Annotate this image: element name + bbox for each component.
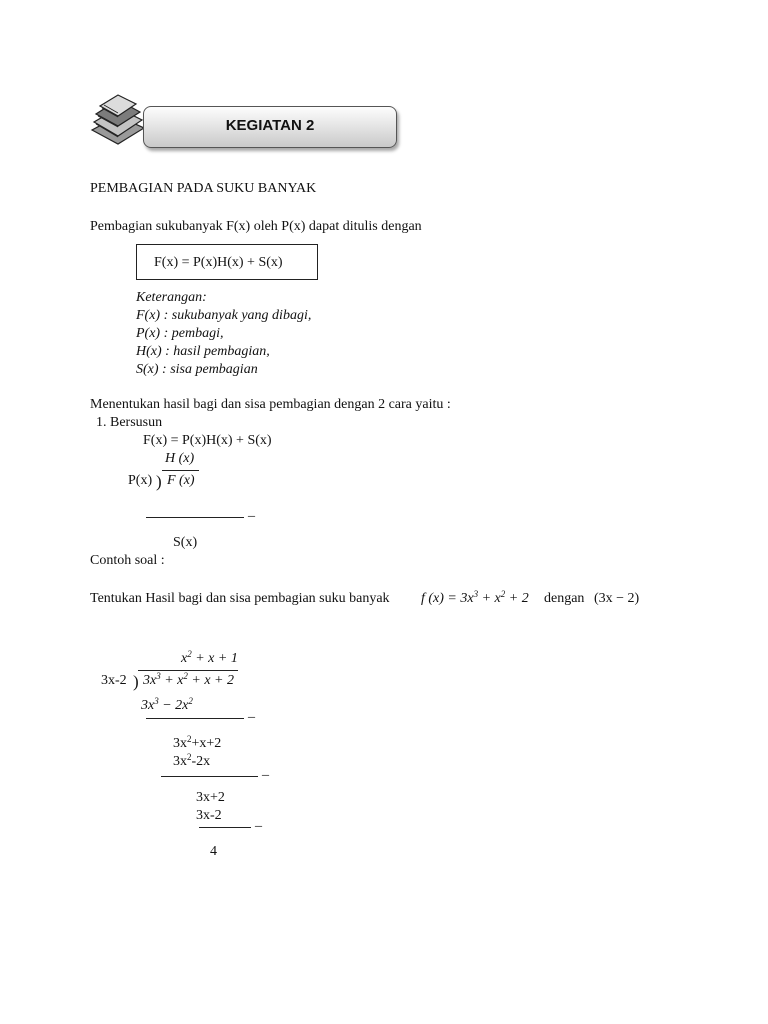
- problem-function: f $(x) = 3x^3 + x^2 + 2$: [421, 589, 529, 606]
- division-bar: [162, 470, 199, 471]
- quotient: $x^2 + x + 1$: [181, 649, 238, 666]
- books-icon: [88, 92, 148, 152]
- method-1-label: 1. Bersusun: [96, 415, 163, 430]
- keterangan-item: P(x) : pembagi,: [136, 326, 224, 341]
- problem-connector: dengan: [544, 591, 585, 606]
- keterangan-item: S(x) : sisa pembagian: [136, 362, 258, 377]
- subtraction-step-3: 3x-2: [196, 808, 222, 823]
- keterangan-item: F(x) : sukubanyak yang dibagi,: [136, 308, 312, 323]
- page-number: 4: [210, 844, 217, 859]
- example-label: Contoh soal :: [90, 553, 165, 568]
- formula-text: F(x) = P(x)H(x) + S(x): [154, 255, 283, 270]
- banner-title: KEGIATAN 2: [225, 117, 315, 134]
- remainder-step-1: $3x^2+x+2$: [173, 734, 222, 751]
- division-bracket: ): [156, 472, 162, 491]
- subtraction-line: [146, 517, 244, 518]
- generic-quotient: H (x): [165, 451, 195, 466]
- subtraction-step-2: $3x^2-2x$: [173, 752, 211, 769]
- problem-text: Tentukan Hasil bagi dan sisa pembagian suku banyak: [90, 591, 390, 606]
- minus-sign: _: [255, 814, 262, 829]
- dividend: $3x^3 + x^2 + x + 2$: [143, 671, 234, 688]
- division-bracket: ): [133, 672, 139, 691]
- minus-sign: _: [248, 504, 255, 519]
- generic-dividend: F (x): [167, 473, 195, 488]
- remainder-step-2: 3x+2: [196, 790, 225, 805]
- subtraction-step-1: $3x^3 - 2x^2$: [141, 696, 193, 713]
- keterangan-title: Keterangan:: [136, 290, 207, 305]
- intro-text: Pembagian sukubanyak F(x) oleh P(x) dapat ditulis dengan: [90, 219, 422, 234]
- minus-sign: _: [248, 705, 255, 720]
- methods-text: Menentukan hasil bagi dan sisa pembagian dengan 2 cara yaitu :: [90, 397, 451, 412]
- subtraction-line: [146, 718, 244, 719]
- section-heading: PEMBAGIAN PADA SUKU BANYAK: [90, 181, 317, 196]
- subtraction-line: [199, 827, 251, 828]
- example-divisor: 3x-2: [101, 673, 127, 688]
- division-bar: [138, 670, 238, 671]
- minus-sign: _: [262, 763, 269, 778]
- formula-box: [136, 244, 318, 280]
- generic-divisor: P(x): [128, 473, 153, 488]
- section-banner: [143, 106, 397, 148]
- problem-divisor: (3x − 2): [594, 591, 640, 606]
- generic-remainder: S(x): [173, 535, 198, 550]
- subtraction-line: [161, 776, 258, 777]
- method-1-formula: F(x) = P(x)H(x) + S(x): [143, 433, 272, 448]
- keterangan-item: H(x) : hasil pembagian,: [136, 344, 270, 359]
